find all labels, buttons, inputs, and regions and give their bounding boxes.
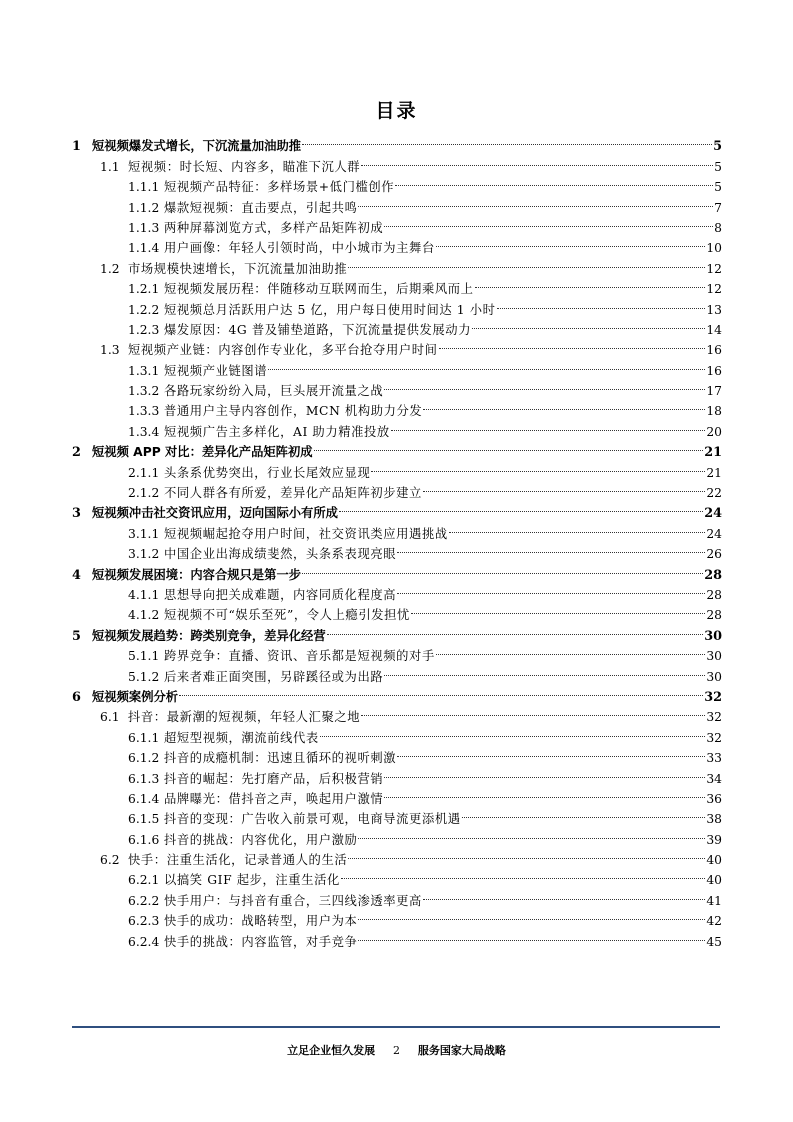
toc-entry[interactable] [72, 212, 722, 235]
toc-entry[interactable] [72, 273, 722, 297]
toc-entry[interactable] [72, 905, 722, 929]
toc-entry-title: 短视频冲击社交资讯应用，迈向国际小有所成 [92, 506, 338, 521]
footer-left-slogan: 立足企业恒久发展 [287, 1044, 376, 1057]
toc-entry-number: 1.1.3 [128, 220, 160, 235]
toc-entry-number: 1.2.3 [128, 322, 160, 337]
toc-entry[interactable] [72, 864, 722, 888]
toc-leader-dots [302, 130, 712, 150]
toc-entry[interactable] [72, 150, 722, 174]
toc-entry-title: 短视频发展历程：伴随移动互联网而生，后期乘风而上 [164, 282, 474, 297]
toc-entry-page: 22 [706, 486, 722, 501]
toc-entry[interactable] [72, 171, 722, 195]
toc-entry-title: 用户画像：年轻人引领时尚，中小城市为主舞台 [164, 241, 435, 256]
toc-leader-dots [475, 273, 706, 293]
toc-leader-dots [439, 334, 706, 354]
toc-entry-title: 短视频产业链图谱 [164, 363, 268, 378]
toc-entry-number: 1.3.4 [128, 424, 160, 439]
toc-entry[interactable] [72, 314, 722, 337]
toc-leader-dots [423, 884, 705, 904]
toc-leader-dots [341, 864, 705, 884]
toc-entry-page: 26 [706, 547, 722, 562]
toc-leader-dots [436, 232, 706, 252]
toc-entry-title: 各路玩家纷纷入局，巨头展开流量之战 [164, 384, 384, 399]
toc-entry-page: 45 [706, 934, 722, 949]
toc-entry-page: 28 [706, 587, 722, 602]
toc-entry-page: 28 [704, 567, 722, 583]
toc-entry-title: 短视频不可“娱乐至死”，令人上瘾引发担忧 [164, 608, 410, 623]
toc-entry-page: 30 [706, 669, 722, 684]
toc-entry[interactable] [72, 191, 722, 215]
toc-entry-page: 12 [706, 282, 722, 297]
toc-entry-number: 6.2.1 [128, 873, 160, 888]
toc-entry[interactable] [72, 681, 722, 705]
toc-entry-page: 21 [706, 465, 722, 480]
toc-entry[interactable] [72, 375, 722, 399]
toc-entry-page: 36 [706, 791, 722, 806]
toc-leader-dots [472, 314, 705, 334]
toc-leader-dots [348, 252, 705, 272]
toc-entry-title: 抖音的挑战：内容优化，用户激励 [164, 832, 358, 847]
toc-entry-number: 1.1.4 [128, 241, 160, 256]
toc-entry-title: 两种屏幕浏览方式，多样产品矩阵初成 [164, 220, 384, 235]
toc-entry-title: 爆发原因：4G 普及铺垫道路，下沉流量提供发展动力 [164, 322, 472, 337]
toc-entry-page: 16 [706, 363, 722, 378]
toc-entry-number: 1.1.1 [128, 180, 160, 195]
toc-entry-page: 7 [714, 200, 722, 215]
toc-entry-title: 抖音的崛起：先打磨产品，后积极营销 [164, 771, 384, 786]
toc-entry[interactable] [72, 599, 722, 623]
toc-entry-number: 5.1.1 [128, 649, 160, 664]
toc-entry-number: 6.1 [100, 710, 120, 725]
toc-leader-dots [384, 375, 705, 395]
toc-entry-number: 2.1.1 [128, 465, 160, 480]
toc-entry-number: 1.3.3 [128, 404, 160, 419]
toc-entry-page: 39 [706, 832, 722, 847]
toc-entry[interactable] [72, 721, 722, 745]
toc-entry-title: 快手用户：与抖音有重合，三四线渗透率更高 [164, 893, 422, 908]
toc-entry-title: 短视频广告主多样化，AI 助力精准投放 [164, 424, 390, 439]
toc-leader-dots [384, 783, 705, 803]
toc-leader-dots [391, 415, 706, 435]
toc-entry-number: 6.1.1 [128, 730, 160, 745]
toc-entry-page: 5 [714, 180, 722, 195]
toc-leader-dots [348, 844, 705, 864]
toc-entry-title: 短视频发展趋势：跨类别竞争，差异化经营 [92, 628, 326, 643]
toc-entry[interactable] [72, 925, 722, 949]
toc-entry-page: 33 [706, 751, 722, 766]
toc-entry-page: 13 [706, 302, 722, 317]
toc-entry-page: 16 [706, 343, 722, 358]
toc-leader-dots [397, 538, 705, 558]
toc-entry-number: 2 [72, 445, 81, 461]
footer-divider [72, 1026, 720, 1028]
toc-leader-dots [358, 905, 705, 925]
toc-entry-page: 12 [706, 261, 722, 276]
toc-entry-page: 17 [706, 384, 722, 399]
toc-entry[interactable] [72, 477, 722, 501]
toc-leader-dots [397, 742, 705, 762]
toc-entry-title: 爆款短视频：直击要点，引起共鸣 [164, 200, 358, 215]
toc-entry-number: 3 [72, 506, 81, 522]
toc-leader-dots [361, 150, 713, 170]
page-footer [0, 1042, 793, 1058]
toc-entry-number: 5 [72, 628, 81, 644]
toc-entry-page: 32 [706, 730, 722, 745]
toc-entry-number: 3.1.1 [128, 526, 160, 541]
toc-entry-page: 21 [704, 445, 722, 461]
toc-entry-page: 30 [706, 649, 722, 664]
toc-entry-page: 40 [706, 873, 722, 888]
toc-leader-dots [397, 579, 705, 599]
toc-entry[interactable] [72, 334, 722, 358]
toc-entry[interactable] [72, 884, 722, 908]
toc-entry-title: 普通用户主导内容创作，MCN 机构助力分发 [164, 404, 423, 419]
toc-entry-number: 6.1.3 [128, 771, 160, 786]
toc-leader-dots [361, 701, 705, 721]
toc-entry-title: 短视频产品特征：多样场景+低门槛创作 [164, 180, 395, 195]
toc-entry[interactable] [72, 742, 722, 766]
toc-entry-title: 抖音的变现：广告收入前景可观，电商导流更添机遇 [164, 812, 461, 827]
toc-entry[interactable] [72, 619, 722, 644]
toc-leader-dots [268, 354, 705, 374]
toc-entry-title: 头条系优势突出，行业长尾效应显现 [164, 465, 371, 480]
toc-entry-number: 5.1.2 [128, 669, 160, 684]
toc-entry-number: 6.1.5 [128, 812, 160, 827]
toc-entry-page: 28 [706, 608, 722, 623]
toc-entry-number: 1.1 [100, 159, 120, 174]
toc-entry-number: 6.1.6 [128, 832, 160, 847]
toc-leader-dots [358, 823, 705, 843]
toc-entry-number: 4.1.2 [128, 608, 160, 623]
toc-entry-number: 2.1.2 [128, 486, 160, 501]
toc-leader-dots [327, 619, 704, 639]
toc-entry[interactable] [72, 783, 722, 806]
toc-entry[interactable] [72, 844, 722, 868]
toc-entry[interactable] [72, 415, 722, 439]
toc-entry-title: 短视频：时长短、内容多，瞄准下沉人群 [128, 159, 361, 174]
toc-entry-page: 8 [714, 220, 722, 235]
toc-entry[interactable] [72, 640, 722, 664]
toc-entry-page: 24 [706, 526, 722, 541]
toc-entry-page: 42 [706, 914, 722, 929]
toc-entry-title: 中国企业出海成绩斐然，头条系表现亮眼 [164, 547, 397, 562]
toc-entry-number: 1.2.1 [128, 282, 160, 297]
toc-entry-page: 40 [706, 853, 722, 868]
toc-entry-number: 4 [72, 567, 81, 583]
toc-leader-dots [436, 640, 706, 660]
toc-leader-dots [179, 681, 703, 701]
toc-entry-page: 24 [704, 506, 722, 522]
toc-leader-dots [302, 558, 703, 578]
toc-leader-dots [395, 171, 713, 191]
toc-leader-dots [497, 293, 706, 313]
toc-entry-title: 快手的成功：战略转型，用户为本 [164, 914, 358, 929]
toc-leader-dots [411, 599, 705, 619]
toc-entry[interactable] [72, 803, 722, 827]
toc-leader-dots [423, 477, 705, 497]
toc-entry-page: 34 [706, 771, 722, 786]
toc-entry[interactable] [72, 517, 722, 541]
toc-entry-page: 41 [706, 893, 722, 908]
page-title: 目录 [375, 100, 418, 122]
toc-entry[interactable] [72, 538, 722, 562]
toc-leader-dots [358, 191, 713, 211]
toc-entry-number: 6 [72, 689, 81, 705]
toc-entry-title: 短视频案例分析 [92, 689, 179, 704]
toc-entry-page: 18 [706, 404, 722, 419]
toc-entry-number: 1 [72, 139, 81, 155]
toc-entry-number: 1.2 [100, 261, 120, 276]
toc-entry[interactable] [72, 354, 722, 378]
toc-entry-title: 以搞笑 GIF 起步，注重生活化 [164, 873, 340, 888]
toc-entry-title: 短视频发展困境：内容合规只是第一步 [92, 567, 302, 582]
toc-entry-title: 短视频总月活跃用户达 5 亿，用户每日使用时间达 1 小时 [164, 302, 496, 317]
toc-entry-page: 20 [706, 424, 722, 439]
toc-entry-number: 1.2.2 [128, 302, 160, 317]
toc-entry[interactable] [72, 456, 722, 480]
toc-entry[interactable] [72, 558, 722, 583]
toc-entry-title: 思想导向把关成难题，内容同质化程度高 [164, 587, 397, 602]
toc-entry-title: 短视频爆发式增长，下沉流量加油助推 [92, 139, 302, 154]
toc-entry-title: 超短型视频，潮流前线代表 [164, 730, 319, 745]
toc-entry-title: 品牌曝光：借抖音之声，唤起用户激情 [164, 791, 384, 806]
toc-leader-dots [320, 721, 706, 741]
toc-entry-number: 1.3 [100, 343, 120, 358]
toc-entry[interactable] [72, 660, 722, 684]
toc-leader-dots [423, 395, 705, 415]
toc-entry[interactable] [72, 497, 722, 522]
toc-entry-page: 14 [706, 322, 722, 337]
toc-entry-title: 快手：注重生活化，记录普通人的生活 [128, 853, 348, 868]
footer-right-slogan: 服务国家大局战略 [417, 1044, 506, 1057]
toc-leader-dots [384, 212, 713, 232]
toc-entry-title: 抖音的成瘾机制：迅速且循环的视听刺激 [164, 751, 397, 766]
toc-entry-number: 6.1.2 [128, 751, 160, 766]
toc-leader-dots [314, 436, 704, 456]
toc-entry-number: 1.1.2 [128, 200, 160, 215]
toc-entry-number: 3.1.2 [128, 547, 160, 562]
toc-entry-number: 1.3.1 [128, 363, 160, 378]
toc-entry-title: 市场规模快速增长，下沉流量加油助推 [128, 261, 348, 276]
toc-leader-dots [449, 517, 706, 537]
toc-entry-title: 后来者难正面突围，另辟蹊径或为出路 [164, 669, 384, 684]
table-of-contents [72, 130, 722, 949]
toc-entry-number: 1.3.2 [128, 384, 160, 399]
toc-entry-number: 4.1.1 [128, 587, 160, 602]
toc-entry[interactable] [72, 823, 722, 847]
toc-entry-page: 30 [704, 628, 722, 644]
toc-entry[interactable] [72, 436, 722, 461]
toc-leader-dots [339, 497, 703, 517]
toc-entry[interactable] [72, 579, 722, 602]
toc-entry-title: 不同人群各有所爱，差异化产品矩阵初步建立 [164, 486, 422, 501]
toc-leader-dots [384, 762, 705, 782]
page-number: 2 [393, 1044, 400, 1057]
toc-entry-page: 38 [706, 812, 722, 827]
toc-entry-number: 6.2.2 [128, 893, 160, 908]
toc-entry[interactable] [72, 395, 722, 419]
toc-entry-number: 6.2.4 [128, 934, 160, 949]
toc-entry[interactable] [72, 252, 722, 276]
toc-entry[interactable] [72, 762, 722, 786]
toc-entry-title: 短视频产业链：内容创作专业化，多平台抢夺用户时间 [128, 343, 438, 358]
toc-entry-title: 短视频崛起抢夺用户时间，社交资讯类应用遇挑战 [164, 526, 448, 541]
toc-entry-title: 快手的挑战：内容监管，对手竞争 [164, 934, 358, 949]
toc-entry-page: 5 [713, 139, 722, 155]
toc-entry-page: 10 [706, 241, 722, 256]
toc-entry[interactable] [72, 130, 722, 155]
toc-entry[interactable] [72, 293, 722, 317]
toc-entry-page: 5 [714, 159, 722, 174]
toc-entry-page: 32 [706, 710, 722, 725]
toc-entry[interactable] [72, 232, 722, 256]
toc-leader-dots [371, 456, 705, 476]
toc-leader-dots [358, 925, 705, 945]
toc-entry-title: 短视频 APP 对比：差异化产品矩阵初成 [92, 445, 313, 460]
toc-entry-number: 6.2.3 [128, 914, 160, 929]
toc-entry[interactable] [72, 701, 722, 725]
toc-entry-title: 抖音：最新潮的短视频，年轻人汇聚之地 [128, 710, 361, 725]
toc-entry-page: 32 [704, 689, 722, 705]
toc-leader-dots [384, 660, 705, 680]
toc-entry-number: 6.2 [100, 853, 120, 868]
toc-entry-number: 6.1.4 [128, 791, 160, 806]
toc-entry-title: 跨界竞争：直播、资讯、音乐都是短视频的对手 [164, 649, 435, 664]
toc-leader-dots [462, 803, 706, 823]
